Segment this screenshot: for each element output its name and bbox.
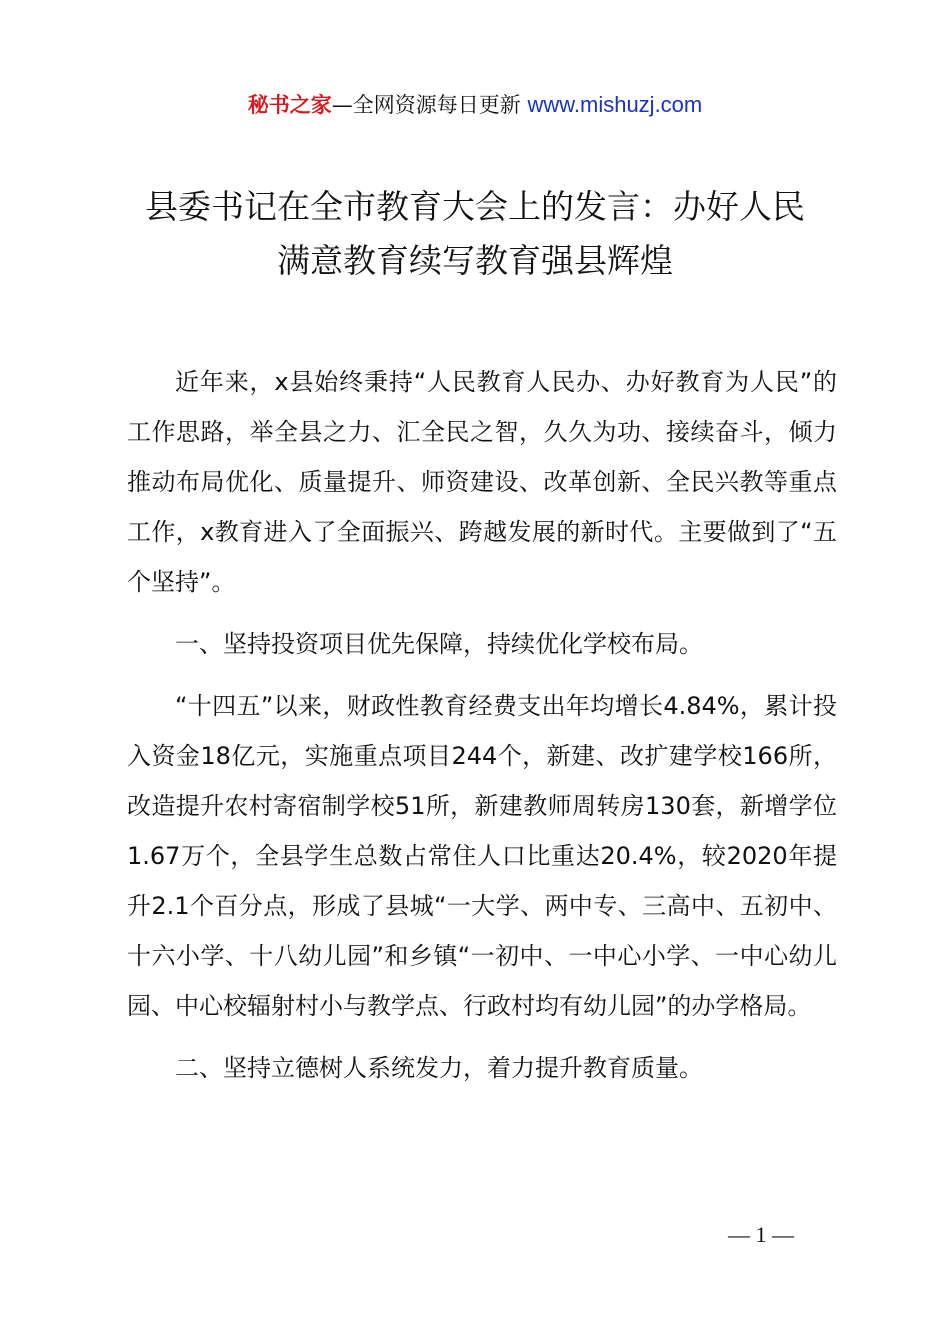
brand-name: 秘书之家 bbox=[247, 93, 332, 117]
title-line-1: 县委书记在全市教育大会上的发言：办好人民 bbox=[145, 187, 805, 226]
section-2-heading: 二、坚持立德树人系统发力，着力提升教育质量。 bbox=[175, 1054, 703, 1082]
document-title bbox=[100, 180, 850, 288]
section-1-heading: 一、坚持投资项目优先保障，持续优化学校布局。 bbox=[175, 630, 703, 658]
intro-paragraph: 近年来，x县始终秉持“人民教育人民办、办好教育为人民”的工作思路，举全县之力、汇全民之智，久久为功、接续奋斗，倾力推动布局优化、质量提升、师资建设、改革创新、全民兴教等重点工作，x教育进入了全面振兴、跨越发展的新时代。主要做到了“五个坚持”。 bbox=[127, 368, 837, 596]
section-1-paragraph: “十四五”以来，财政性教育经费支出年均增长4.84%，累计投入资金18亿元，实施重点项目244个，新建、改扩建学校166所，改造提升农村寄宿制学校51所，新建教师周转房130套，新增学位1.67万个，全县学生总数占常住人口比重达20.4%，较2020年提升2.1个百分点，形成了县城“一大学、两中专、三高中、五初中、十六小学、十八幼儿园”和乡镇“一初中、一中心小学、一中心幼儿园、中心校辐射村小与教学点、行政村均有幼儿园”的办学格局。 bbox=[127, 692, 837, 1020]
document-body bbox=[127, 357, 837, 1093]
banner-url[interactable]: www.mishuzj.com bbox=[527, 92, 703, 117]
title-line-2: 满意教育续写教育强县辉煌 bbox=[277, 241, 673, 280]
banner-tagline: —全网资源每日更新 bbox=[331, 93, 521, 117]
page-number: — 1 — bbox=[728, 1222, 794, 1247]
site-banner bbox=[0, 88, 950, 122]
